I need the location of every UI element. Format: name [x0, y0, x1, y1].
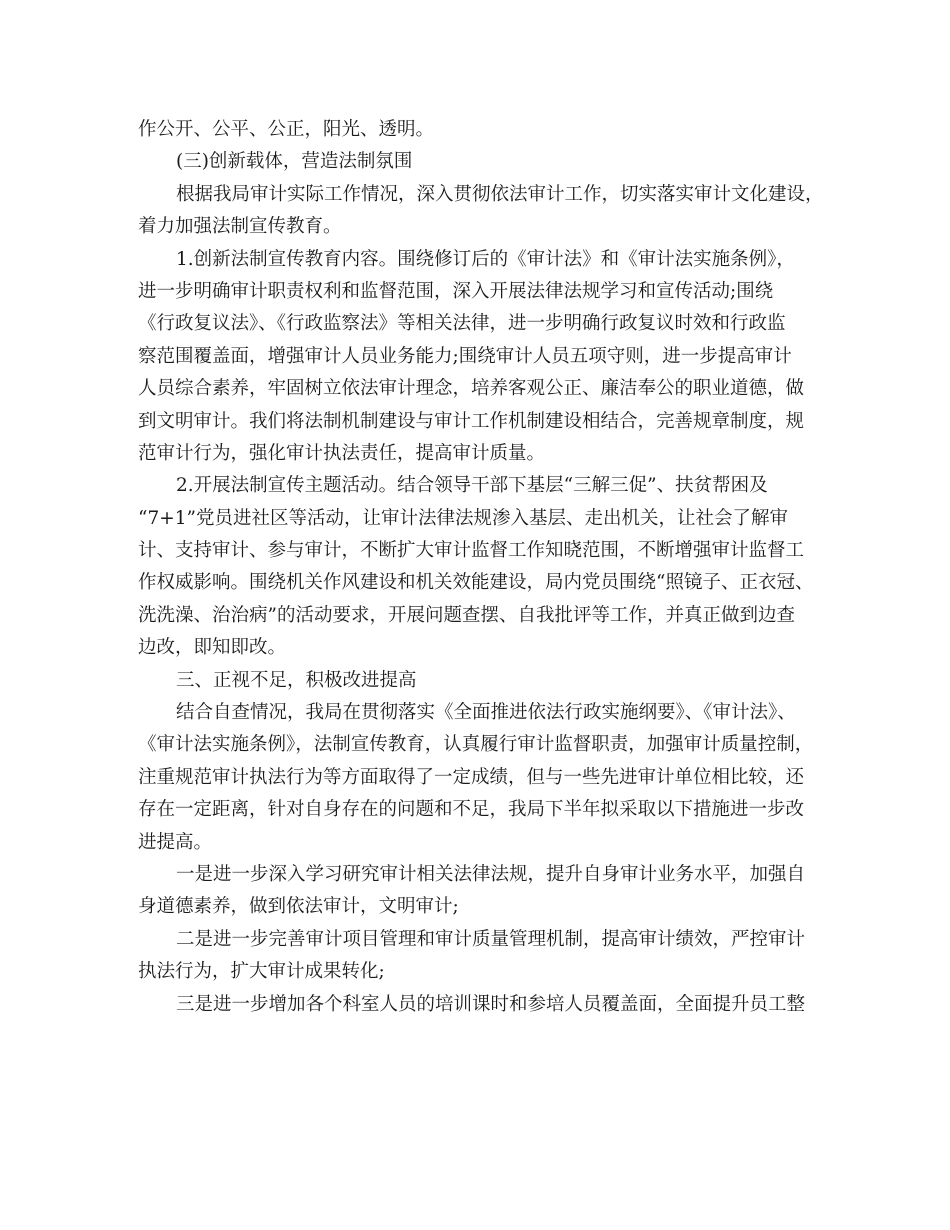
text-line: “7+1”党员进社区等活动，让审计法律法规渗入基层、走出机关，让社会了解审 [138, 507, 788, 529]
text-line: 三是进一步增加各个科室人员的培训课时和参培人员覆盖面，全面提升员工整 [176, 993, 806, 1015]
text-line: 计、支持审计、参与审计，不断扩大审计监督工作知晓范围，不断增强审计监督工 [138, 540, 805, 562]
text-line: 身道德素养，做到依法审计，文明审计; [138, 896, 459, 918]
text-line: 1.创新法制宣传教育内容。围绕修订后的《审计法》和《审计法实施条例》， [176, 248, 795, 270]
text-line: 《行政复议法》、《行政监察法》等相关法律，进一步明确行政复议时效和行政监 [138, 313, 786, 335]
text-line: 2.开展法制宣传主题活动。结合领导干部下基层“三解三促”、扶贫帮困及 [176, 475, 768, 497]
text-line: 范审计行为，强化审计执法责任，提高审计质量。 [138, 442, 546, 464]
text-line: 洗洗澡、治治病”的活动要求，开展问题查摆、自我批评等工作，并真正做到边查 [138, 604, 795, 626]
text-line: 察范围覆盖面，增强审计人员业务能力;围绕审计人员五项守则，进一步提高审计 [138, 345, 792, 367]
text-line: 进提高。 [138, 831, 213, 853]
section-heading: 三、正视不足，积极改进提高 [176, 669, 417, 691]
text-line: 着力加强法制宣传教育。 [138, 216, 342, 238]
text-line: 边改，即知即改。 [138, 637, 287, 659]
text-line: 进一步明确审计职责权利和监督范围，深入开展法律法规学习和宣传活动;围绕 [138, 280, 774, 302]
text-line: 作权威影响。围绕机关作风建设和机关效能建设，局内党员围绕“照镜子、正衣冠、 [138, 572, 814, 594]
text-line: 根据我局审计实际工作情况，深入贯彻依法审计工作，切实落实审计文化建设， [176, 183, 824, 205]
text-line: 结合自查情况，我局在贯彻落实《全面推进依法行政实施纲要》、《审计法》、 [176, 702, 796, 724]
text-line: 作公开、公平、公正，阳光、透明。 [138, 119, 435, 140]
text-line: 人员综合素养，牢固树立依法审计理念，培养客观公正、廉洁奉公的职业道德，做 [138, 378, 805, 400]
text-line: 二是进一步完善审计项目管理和审计质量管理机制，提高审计绩效，严控审计 [176, 928, 806, 950]
text-line: 注重规范审计执法行为等方面取得了一定成绩，但与一些先进审计单位相比较，还 [138, 766, 805, 788]
text-line: 存在一定距离，针对自身存在的问题和不足，我局下半年拟采取以下措施进一步改 [138, 799, 805, 821]
text-line: 执法行为，扩大审计成果转化; [138, 961, 385, 983]
text-line: 《审计法实施条例》，法制宣传教育，认真履行审计监督职责，加强审计质量控制， [138, 734, 814, 756]
text-line: 一是进一步深入学习研究审计相关法律法规，提升自身审计业务水平，加强自 [176, 863, 806, 885]
section-heading: (三)创新载体，营造法制氛围 [176, 151, 413, 173]
text-line: 到文明审计。我们将法制机制建设与审计工作机制建设相结合，完善规章制度，规 [138, 410, 805, 432]
document-body [138, 114, 828, 1021]
